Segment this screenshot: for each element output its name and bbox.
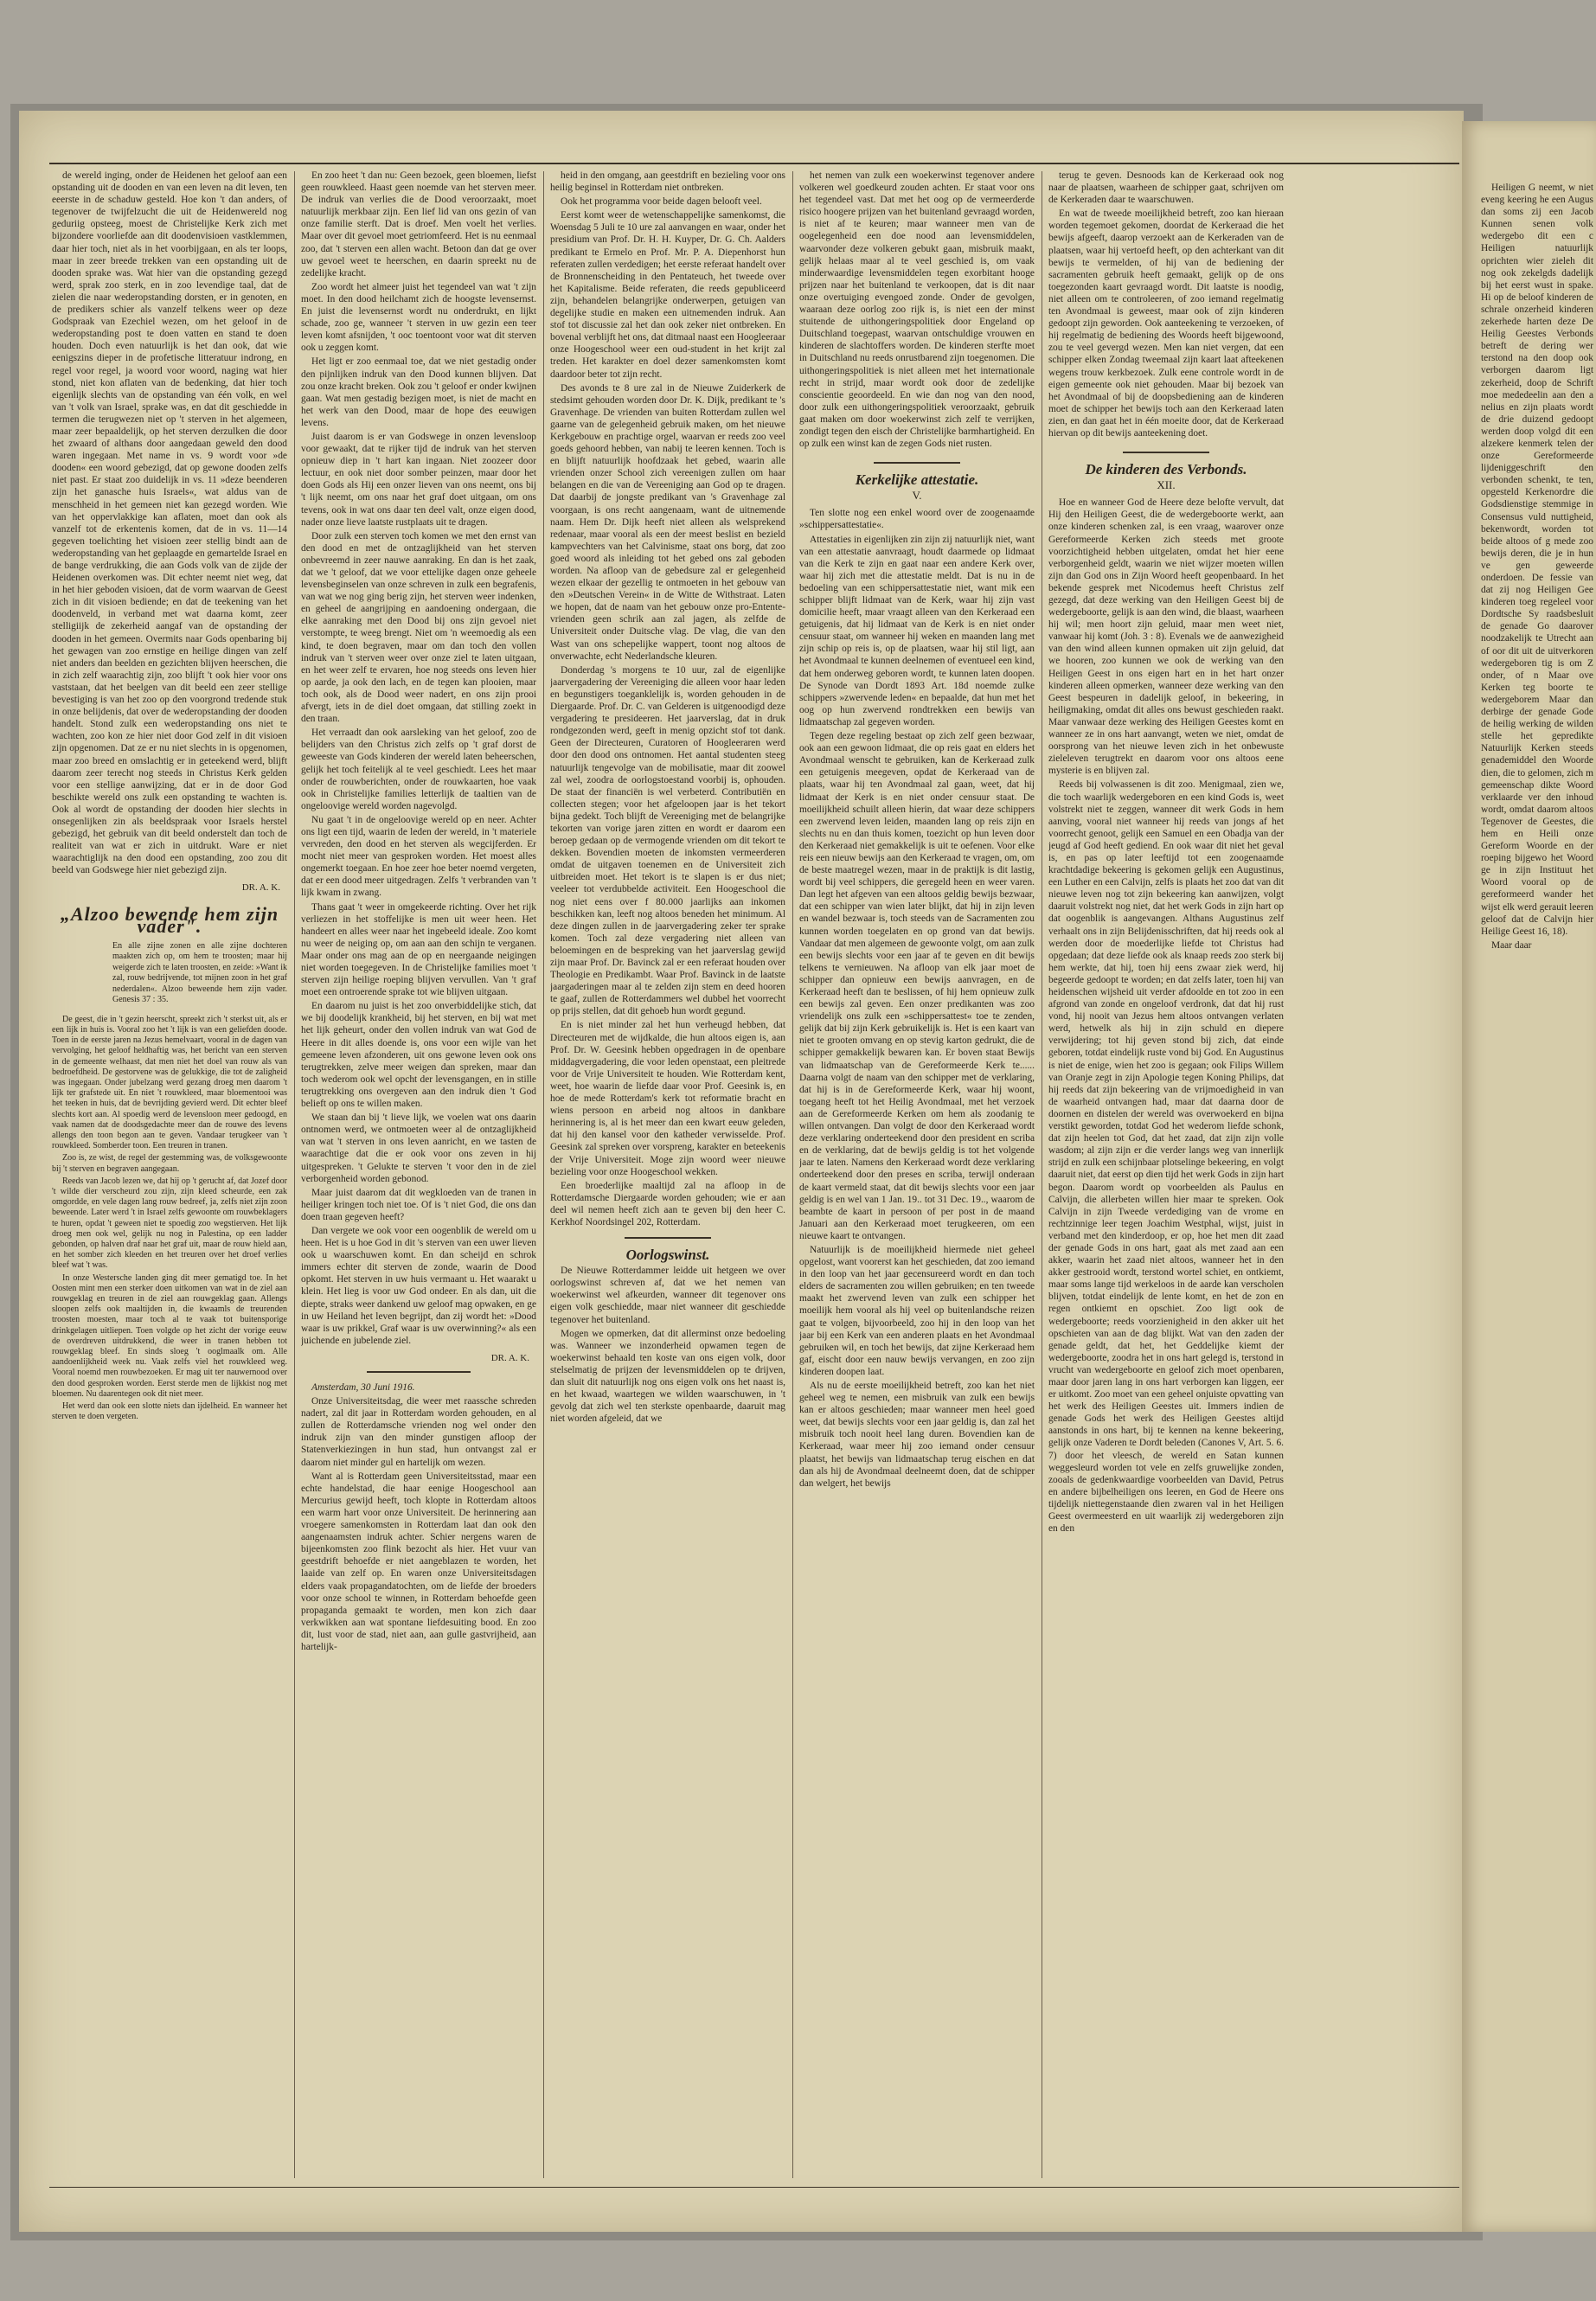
article-text: terug te geven. Desnoods kan de Kerkeraad ook nog naar de plaatsen, waarheen de schipper gaat, schrijven om de Kerkeraden daar te waarschuwen. (1048, 170, 1284, 206)
article-text: Maar daar (1491, 939, 1532, 951)
article-text: Het werd dan ook een slotte niets dan ijdelheid. En wanneer het sterven te doen vergeten. (52, 1401, 287, 1422)
newspaper-page (19, 111, 1464, 2232)
section-heading: Oorlogswinst. (625, 1247, 710, 1264)
article-text: Donderdag 's morgens te 10 uur, zal de eigenlijke jaarvergadering der Vereeniging die alleen voor haar leden en begunstigers toeganklelijk is, worden gehouden in de Diergaarde. Prof. Dr. C. van Gelderen is uitgenoodigd deze vergadering te presideeren. Het jaarverslag, dat in druk rondgezonden werd, geeft in menig opzicht stof tot dank. Geen der Directeuren, Curatoren of Hoogleeraren werd door den dood ons ontnomen. Het aantal studenten steeg natuurlijk tengevolge van de mobilisatie, maar dit zoowel zal wel, zoodra de oorlogstoestand voorbij is, ophouden. De staat der financiën is wel verbeterd. Contributiën en collecten stegen; voor het afgeloopen jaar is het tekort bijna gedekt. Toch blijft de Vereeniging met de belangrijke tekorten van vorige jaren zitten en wordt er daarom een beroep gedaan op de vermogende vrienden om dit tekort te dekken. Bovendien moeten de inkomsten vermeerderen omdat de uitgaven toenemen en de Universiteit zich uitbreiden moet. Het tekort is te slapen is er dus niet; veeleer tot verdubbelde activiteit. Een Hoogeschool die nog niet eens over f 80.000 jaarlijks aan inkomen beschikken kan, leeft nog altoos beneden het minimum. Al deze dingen zullen in de jaarvergadering zeker ter sprake komen. Toch zal deze vergadering niet alleen van beloemingen en de bespreking van het jaarverslag gewijd zijn maar Prof. Dr. Bavinck zal er een referaat houden over Theologie en Predikambt. Waar Prof. Bavinck in de laatste jaargaderingen maar al te zelden zijn stem en deed hooren te gaaf, zullen de Rotterdammers wel dubbel het voorrecht op prijs stellen, dat dit gehoeb hun wordt gegund. (550, 664, 785, 1017)
article-text: Ook het programma voor beide dagen belooft veel. (561, 196, 762, 208)
article-text: Nu gaat 't in de ongeloovige wereld op en neer. Achter ons ligt een tijd, waarin de leden der wereld, in 't materiele vervreden, den dood en het sterven als wegcijferden. Er mocht niet meer van gesproken worden. Het moest alles ongemerkt toegaan. En hoe zeer hoe beter noemd vergeten, dat er een dood meer uitgedragen. Zelfs 't verbranden van 't lijk kwam in zwang. (301, 814, 536, 899)
section-rule (874, 462, 960, 464)
article-text: Een broederlijke maaltijd zal na afloop in de Rotterdamsche Diergaarde worden gehouden; wie er aan deel wil nemen heeft zich aan te geven bij den heer C. Kerkhof Noordsingel 202, Rotterdam. (550, 1180, 785, 1227)
section-heading: Kerkelijke attestatie. (855, 471, 979, 489)
column-separator (792, 171, 793, 2178)
article-text: het nemen van zulk een woekerwinst tegenover andere volkeren wel goedkeurd zouden achten. Er staat voor ons het tegendeel vast. Dat met het oog op de vermeerderde risico hoogere prijzen van het buitenland gevraagd worden, is niet af te keuren; maar wanneer men van de oogelegenheid een doe nood aan levensmiddelen, waarvonder deze volkeren gebukt gaan, misbruik maakt, gelijk helaas maar al te veel geschied is, om vaak minderwaardige levensmiddelen tegen exorbitant hooge prijzen naar het buitenland te verkoopen, dat is dit naar onze overtuiging evengoed zonde. Onder de gevolgen, waaraan deze oorlog zoo rijk is, is niet een der minst stuitende de uithongeringspolitiek door Engeland op Duitschland toegepast, waarvan ontschuldige vrouwen en kinderen de slachtoffers worden. De kinderen sterfte moet in Duitschland nu reeds onrustbarend zijn toegenomen. Die uithongeringspolitiek is niet alleen met het internationale recht in strijd, maar wordt ook door de zedelijke conscientie geoordeeld. En wie dan nog van den nood, door zulk een uithongeringspolitiek veroorzaakt, gebruik gaat maken om door woekerwinst zich zelf te verrijken, zondigt tegen den eisch der Christelijke barmhartigheid. En op zulk een winst kan de zegen Gods niet rusten. (799, 170, 1035, 450)
column-separator (294, 171, 295, 2178)
article-text: De Nieuwe Rotterdammer leidde uit hetgeen we over oorlogswinst schreven af, dat we het nemen van woekerwinst wel afkeurden, wanneer dit tegenover ons eigen volk geschiedde, maar niet wanneer dit geschiedde tegenover het buitenland. (550, 1266, 785, 1325)
article-text: Attestaties in eigenlijken zin zijn zij natuurlijk niet, want van een attestatie aanvraagt, houdt daarmede op lidmaat van die Kerk te zijn en gaat naar een andere Kerk over, waar hij zich met die attestatie meldt. Dat is nu in de bedoeling van een schippersattestatie niet, want mik een schipper blijft lidmaat van de Kerk, waar hij zijn vast domicilie heeft, maar vraagt alleen van den Kerkeraad een getuigenis, dat hij lidmaat van de Kerk is en niet onder censuur staat, om wanneer hij weken en maanden lang met zijn schip op reis is, op de plaatsen, waar hij stil ligt, aan het Avondmaal te kunnen deelnemen of eventueel een kind, dat hem onderweg geboren wordt, te kunnen laten doopen. De Synode van Dordt 1893 Art. 18d noemde zulke schippers »zwervende leden« en bepaalde, dat hun met het oog op hun zwervend rondtrekken een bewijs van lidmaatschap zal gegeven worden. (799, 534, 1035, 727)
section-number: XII. (1157, 478, 1176, 492)
article-text: de wereld inging, onder de Heidenen het geloof aan een opstanding uit de dooden en van een leven na dit leven, ten eeerste in de schaduw gesteld. Hoe kon 't dan anders, of tegenover de twijfelzucht die uit de Heidenwereld nog geduriig opsteeg, moest de Christelijke Kerk zich met bijzondere voorliefde aan dit doodenvisioen vastklemmen, daar hier toch, niet als in het voorbijgaan, en als ter loops, maar in zeer breede trekken van een opstanding uit de dooden sprake was. Wat hier van die opstanding gezegd werd, sprak zoo sterk, en in zoo levendige taal, dat de zielen die naar wederopstanding dorsten, er in genoten, en de predikers schier als vanzelf telkens weer op deze Godspraak van Ezechiel wezen, om het geloof in de wederopstanding post te doen vatten en stand te doen houden. Doch even natuurlijk is het dan ook, dat wie eenigszins dieper in de profetische litteratuur indrong, en regel voor regel, ja woord voor woord, naging wat hier stond, niet kon aflaten van de bedenking, dat hier toch eigenlijk slechts van de opstanding van één volk, en wel van 't volk van Israel, sprake was, en dat dit geschiedde in termen die terugwezen niet op 't sterven in het algemeen, maar zeer bepaaldelijk, op het sterven derzulken die door het zwaard of althans door aangedaan geweld den dood waren ingegaan. Met name in vs. 9 wordt voor »de dooden« een woord gebezigd, dat op gewone dooden zelfs niet past. Er staat zoo duidelijk in vs. 11 »deze beenderen zijn het ganasche huis Israels«, wat aldus van de menschheid in het gemeen niet kan gezegd worden. Wie van het oppervlakkige kan aflaten, moet dan ook als vanzelf tot de erkentenis komen, dat de in vs. 11—14 gegeven toelichting het visioen zeer stellig bindt aan de wederopstanding van het geplaagde en gemartelde Israel en de bange verdrukking, die aan Gods volk van de zijde der Heidenen overkomen was. Dit echter neemt niet weg, dat in het hier geboden visioen, dat de vorm waarvan de Geest zich in dit visioen bediende; en dat de teekening van het doodenveld, in verband met wat daarna komt, zeer stelligiijk de zekerheid aangaf van de opstanding der dooden in het gemeen. Overmits naar Gods openbaring bij het gewagen van zoo ernstige en heilige dingen van zelf niet anders dan beelden en gezichten blijven heerschen, die in zich zelf waarachtig zijn, zoo blijft 't ook hier voor ons vaststaan, dat het beelgen van dit beeld een zeer stellige bevestiging is van het zoo op den voorgrond tredende stuk in onze belijdenis, dat over de wederopstanding der dooden handelt. Stond zulk een wederopstanding ons niet te wachten, zoo kon ze hier niet door God zelf in dit visioen zijn opgenomen. Dat ze er nu niet slechts in is opgenomen, maar zoo breed en omslachtig er in geteekend werd, blijft daarom zeer terecht nog steeds in Christus Kerk gelden voor een stellige aanwijzing, dat er in de door God beschikte wereld ons zulk een opstanding te wachten is. Ook al wordt de opstanding der dooden hier slechts in onsegenlijken zin als beeldspraak voor Israels herstel gebezigd, het gebruik van dit beeld onderstelt dan toch de realiteit van wat er zich in uitdrukt. Ware er niet waarachtiglijk na den dood een opstanding, zoo zou dit beeld van Godswege hier niet gebezigd zijn. (52, 170, 287, 876)
article-text: Dan vergete we ook voor een oogenblik de wereld om u heen. Het is u hoe God in dit 's sterven van een uwer lieven ook u waarschuwen komt. En dan scheijd en schrok immers echter dit sterven de zonde, waarin de Dood opkomt. Het sterven in uw huis vermaant u. Het waarakt u klein. Het lieg is voor uw God ondeer. En als dan, uit die diepte, straks weer dankend uw geloof mag opwaken, en ge in uw Heiland het leven begrijpt, dan zij wordt het: »Dood waar is uw prikkel, Graf waar is uw overwinning?« als een juichende en jubelende ziel. (301, 1225, 536, 1346)
article-text: Tegen deze regeling bestaat op zich zelf geen bezwaar, ook aan een gewoon lidmaat, die op reis gaat en elders het Avondmaal wenscht te gebruiken, kan de Kerkeraad zulk een getuigenis meegeven, opdat de Kerkeraad van de plaats, waar hij ten Avondmaal zal gaan, weet, dat hij lidmaat der Kerk is en niet onder censuur staat. De moeilijkheid schuilt alleen hierin, dat waar deze schippers een zwervend leven leiden, maanden lang op reis zijn en slechts nu en dan thuis komen, toezicht op hun leven door den Kerkeraad niet gemakkelijk is uit te oefenen. Voor elke reis een nieuw bewijs aan den Kerkeraad te vragen, om, om de beste maatregel wezen, maar in de praktijk is dit lastig, wordt bij veel schippers, die geregeld heen en weer varen. Dan legt het afgeven van een altoos geldig bewijs bezwaar, dat een schipper van wien later blijkt, dat hij in zijn leven en wandel bezwaar is, toch steeds van de Sacramenten zou kunnen worden toegelaten en op grond van dat bewijs. Vandaar dat men algemeen de gewoonte volgt, om aan zulk een bewijs slechts voor een jaar af te geven en dit bewijs telkens te vernieuwen. Na afloop van elk jaar moet de schipper dan opnieuw een bewijs aanvragen, en de Kerkeraad heeft dan te beslissen, of hij hem opnieuw zulk een bewijs zal geven. Een onzer predikanten was zoo vriendelijk ons zulk een »schippersattest« toe te zenden, gelijk dat bij zijn Kerk gebruikelijk is. Het is een kaart van niet te grooten omvang en op stevig karton gedrukt, die de schipper gemakkelijk bewaren kan. Er boven staat Bewijs van lidmaatschap van de Gereformeerde Kerk te...... Daarna volgt de naam van den schipper met de verklaring, dat hij is in de Gereformeerde Kerk, waar hij woont, toegang heeft tot het Heilig Avondmaal, met het verzoek aan de Gereformeerde Kerken om hem als zoodanig te willen ontvangen. Dan volgt de door den Kerkeraad wordt deze verklaring onderteekend door den president en scriba en de verklaring, dat de bewijs geldig is tot het volgende jaar te laten. Namens den Kerkeraad wordt deze verklaring onderteekend door den preses en scriba, terwijl onderaan de kaart vermeld staat, dat dit bewijs slechts voor een jaar geldig is en wel van 1 Jan. 19.. tot 31 Dec. 19.., waarom de beambte de kaart in persoon of per post in de maand Januari aan den Kerkeraad moet terugkeeren, om een nieuwe kaart te ontvangen. (799, 731, 1035, 1241)
column-4 (799, 170, 1035, 2185)
signature: DR. A. K. (241, 882, 280, 894)
article-text: En is niet minder zal het hun verheugd hebben, dat Directeuren met de wijdkalde, die hun altoos eigen is, aan Prof. Dr. W. Geesink hebben opgedragen in de openbare middagvergadering, die voor leden openstaat, een pleitrede voor de Vrije Universiteit te houden. Wie Rotterdam kent, weet, hoe waarin de liefde daar voor Prof. Geesink is, en hoe de mede Rotterdam's kerk tot reformatie bracht en wiens persoon en arbeid nog altoos in dankbare herinnering is, al is het meer dan een kwart eeuw geleden, dat hij den kansel voor den katheder verwisselde. Prof. Geesink zal spreken over vorspreng, karakter en beteekenis der Vrije Universiteit. Moge zijn woord weer nieuwe bezieling voor onze Hoogeschool wekken. (550, 1020, 785, 1177)
section-rule (1123, 452, 1209, 453)
section-number: V. (912, 489, 922, 503)
article-text: Mogen we opmerken, dat dit allerminst onze bedoeling was. Wanneer we inzonderheid opwamen tegen de woekerwinst behaald ten koste van ons eigen volk, door stelselmatig de prijzen der levensmiddelen op te drijven, dan sluit dit natuurlijk nog ons eigen volk ons het naast is, en het kwaad, waartegen we wilden waarschuwen, in 't gevolg dat zich wel ten sterkste openbaarde, daaruit mag niet worden afgeleid, dat we (550, 1328, 785, 1425)
article-text: heid in den omgang, aan geestdrift en bezieling voor ons heilig beginsel in Rotterdam niet ontbreken. (550, 170, 785, 194)
article-text: En daarom nu juist is het zoo onverbiddelijke stich, dat we bij doodelijk krankheid, bij het sterven, en bij wat met het lijk geheurt, onder den vollen indruk van wat God de Heere in dit alles doende is, ons voor een wijle van het gemeene leven afzonderen, uit ons gewone leven ook ons terugtrekken, zelve meer weigen dan spreken, maar dan toch wederom ook wel opcht der levensgangen, en in stille terugtrekking ons overgeven aan den indruk dien 't God belieft op ons te willen maken. (301, 1001, 536, 1110)
article-text: Onze Universiteitsdag, die weer met raassche schreden nadert, zal dit jaar in Rotterdam worden gehouden, en al zullen de Rotterdamsche vrienden nog wel onder den indruk zijn van den minder gunstigen afloop der Statenverkiezingen in hun stad, hun ontvangst zal er daarom niet minder gul en hartelijk om wezen. (301, 1396, 536, 1468)
article-text: Reeds bij volwassenen is dit zoo. Menigmaal, zien we, die toch waarlijk wedergeboren en een kind Gods is, weet volstrekt niet te zeggen, wanneer dit werk Gods in hem aanving, vooral niet wanneer hij reeds van jongs af het voorrecht genoot, gelijk een Samuel en een Obadja van der jeugd af God heeft gediend. En ook waar dit niet het geval is, en pas op later leeftijd tot een zoogenaamde krachtdadige bekeering is gekomen gelijk een Augustinus, een Luther en een Calvijn, zelfs is plaats het zoo dat van dit nieuwe leven nog tot zijn bekeering kan aanwijzen, volgt daaruit volstrekt nog niet, dat het werk Gods in zijn hart op dat oogenblik is aangevangen. Althans Augustinus zelf verhaalt ons in zijn Belijdenisschriften, dat hij reeds ook al werden door de moederlijke liefde tot Christus had opgedaan; dat deze liefde ook als knaap reeds zoo sterk bij hem werkte, dat hij, toen hij eens zwaar ziek werd, hij begeerde gedoopt te worden; en dat zelfs later, toen hij van heidenschen wijsheid uit verder afdoolde en tot zoo in een afgrond van zonde en ongeloof verdronk, dat dat hij rust vond, hij nooit van Jezus hem altoos ontvangen verlaten werd, hetwelk als hij in zijn schuld en diepere verwijdering; tot hij geven stond bij zich, dat einde geboren, totdat eindelijk ruste vond bij God. En Augustinus is niet de enige, wien het zoo is gegaan; ook Filips Willem van Oranje zegt in zijn Apologie tegen Koning Philips, dat hij reeds dat zijn bekeering van de vrijmoedigheid in van de waarheid ontvangen had, maar dat daarna door de doornen en distelen der wereld was overwoekerd en bijna verstikt geworden, totdat God het wederom liefde schonk, dat zijn heelen tot God, dat het zaad, dat zijn zijn volle wasdom; al zijn zijn er die verder langs weg van innerlijk strijd en zulk een schijnbaar plotselinge bekeering, en volgt daaruit niet, dat eerst op dien tijd het werk Gods in zijn hart begon. Daarom wordt op voorbeelden als Paulus en Calvijn, die allerbeten willen hier maar te spreken. Ook Calvijn in zijn Tweede verdediging van de vrome en rechtzinnige leer tegen Joachim Westphal, wijst, juist in verband met den kinderdoop, er op, hoe het men dit zaad der genade Gods in ons hart, gaat als met zaad aan een akker, waarin het zaad niet altoos, wanneer het in den akker gestrooid wordt, terstond wortel schiet, en ontkiemt, maar soms lange tijd werkeloos in de aarde kan verscholen blijven, totdat eindelijk de lente komt, en het de zon en regen ontkiemt en opschiet. Zoo ligt ook de wedergeboorte; reeds voorzienigheid in den akker uit het opschieten van aan de dag blijkt. Wat van den zaden der genade geldt, dat het, het Geddelijke kiemt der wedergeboorte, zoodra het in ons hart gelegd is, terstond in vrucht van wedergeboorte en geloof zich moet openbaren, maar door jaren lang in ons hart verborgen kan liggen, eer er uitkomt. Zoo moet van een geheel onjuiste opvatting van het werk des Heiligen Geestes uit. Immers indien de genade Gods het werk des Heiligen Geestes altijd aanstonds in ons hart, bij te kennen na kenne bekeering, gelijk onze Vaderen te Dordt beleden (Canones V, Art. 5. 6. 7) door het vleesch, de wereld en Satan kunnen weggesleurd worden tot vele en zelfs gruwelijke zonden, zooals de gedenkwaardige voorbeelden van David, Petrus en andere bijbelheiligen ons leeren, en God de Heere ons tijdelijk niettegenstaande dien zwaren val in het Heiligen Geest overmeesterd en uit waarlijk zij wedergeboren zijn en den (1048, 779, 1284, 1535)
article-text: Reeds van Jacob lezen we, dat hij op 't gerucht af, dat Jozef door 't wilde dier verscheurd zou zijn, zijn kleed scheurde, een zak omgordde, en vele dagen lang rouw bedreef, ja, zelfs niet zijn zoon beweende. Later werd 't in Israel zelfs gewoonte om rouwbeklagers te huren, opdat 't geween niet te spoedig zoo wegstierven. Het lijk droeg men ook wel, gelijk nu nog in Palestina, op een ladder gebonden, op halven draf naar het graf uit, maar de rouw hield aan, en het somber zich kleeden en het treuren over het droef verlies bleef wat 't was. (52, 1176, 287, 1271)
article-text: Want al is Rotterdam geen Universiteitsstad, maar een echte handelstad, die haar eenige Hoogeschool aan Mercurius gewijd heeft, toch klopte in Rotterdam altoos een warm hart voor onze Universiteit. De herinnering aan vroegere samenkomsten in Rotterdam laat dan ook den aangenaamsten indruk achter. Schier nergens waren de bijeenkomsten zoo flink bezocht als hier. Het vuur van geestdrift behoefde er niet aangeblazen te worden, het laaide van zelf op. En waren onze Universiteitsdagen elders vaak propagandatochten, om de liefde der broeders voor onze school te winnen, in Rotterdam behoefde geen propaganda gemaakt te worden, men kon zich daar verkwikken aan wat spontane liefdesuiting bood. En zoo dit, lust voor de stad, niet aan, aan gulle gastvrijheid, aan hartelijk- (301, 1471, 536, 1652)
column-separator (543, 171, 544, 2178)
column-1 (52, 170, 287, 2185)
article-text: In onze Westersche landen ging dit meer gematigd toe. In het Oosten mint men een sterker doen uitkomen van wat in de ziel aan rouwgeklag en treuren in de ziel aan rouwgeklag gaan. Allengs sloopen zelfs ook maaltijden in, die kwaamls de treurenden troosten moesten, maar toch al te vaak tot buitensporige drinkgelagen uitliepen. Toen volgde op het zicht der vorige eeuw de overdreven uitdrukkend, die weer in tranen hebben tot rouwgeklag bleef. En sinds sloeg 't ooglmaalk om. Alle aandoenlijkheid week nu. Vaak zelfs viel het rouwkleed weg. Vooral noemd men rouwbezoeken. Er mag uit ter nauwernood over den dood gesproken worden. Eerst sterde men de lijkkist nog met bloemen. Nu daarentegen ook dit niet meer. (52, 1272, 287, 1399)
column-5 (1048, 170, 1284, 2185)
section-rule (367, 1371, 471, 1373)
column-3 (550, 170, 785, 2185)
article-text: Ten slotte nog een enkel woord over de zoogenaamde »schippersattestatie«. (799, 508, 1035, 531)
section-heading: De kinderen des Verbonds. (1085, 461, 1247, 478)
article-text: Hoe en wanneer God de Heere deze belofte vervult, dat Hij den Heiligen Geest, die de wedergeboorte werkt, aan onze kinderen schenken zal, is een vraag, waarover onze Gereformeerde Kerken zich steeds met groote voorzichtigheid hebben uitgelaten, omdat het hier eene verborgenheid geldt, waarin we niet wijzer moeten willen zijn dan God ons in Zijn Woord heeft geopenbaard. In het bekende gesprek met Nicodemus heeft Christus zelf gezegd, dat deze werking van den Heiligen Geest bij de wedergeboorte, gelijk is aan den wind, die blaast, waarheen hij wil; men hoort zijn geluid, maar men weet niet, vanwaar hij komt (Joh. 3 : 8). Evenals we de aanwezigheid van den wind alleen kunnen opmaken uit zijn geluid, dat we hooren, zoo kunnen we ook de werking van den Heiligen Geest in ons eigen hart en in het hart onzer kinderen alleen opmerken, wanneer deze werking van den Geest bespeuren in dadelijk geloof, in bekeering, in heiligmaking, omdat dit alles ons bewust geschieden raakt. Maar vanwaar deze werking des Heiligen Geestes komt en wanneer ze in ons hart aanvangt, weten we niet, omdat de oorsprong van het nieuwe leven zich in het onbewuste zieleleven terugtrekt en daarom voor ons altoos eene mysterie is en blijven zal. (1048, 497, 1284, 777)
article-text: Door zulk een sterven toch komen we met den ernst van den dood en met de ontzaglijkheid van het sterven onbevreemd in zeer nauwe aanraking. En dan is het zaak, dat we 't geloof, dat we voor ettelijke dagen onze geheele levensbeginselen van onze schreven in zulk een begrafenis, van wat we nog ging berig zijn, het sterven weer indenken, en geheel de aangrijping en aandoening ondergaan, die elke aanraking met den Dood bij ons zijn gevoel niet verstompte, te weeg brengt. Niet om 'n weemoedig als een kind, te doen begraven, maar om dan toch den vollen indruk van 't sterven weer over onze ziel te laten uitgaan, en het weer zelf te ervaren, hoe nog steeds ons leven hier op aarde, ja ook den lach, en de tegen kan plooien, maar toch ook, als de Dood weer nadert, en ons zijn prooi afvergt, iets in de diel doet omgaan, dat stilling zoekt in den traan. (301, 530, 536, 725)
column-6 (1481, 182, 1593, 2154)
article-text: Thans gaat 't weer in omgekeerde richting. Over het rijk verliezen in het stoffelijke is men uit weer heen. Het handeert en alles weer naar het ingebeeld ideale. Zoo komt nu weer de neiging op, om aan aan den schijn te verganen. Maar onder ons mag aan de op en neergaande neigingen niet worden toegegeven. In de Christelijke families moet 't sterven zijn heilige roeping blijven vervullen. Van 't graf moet een ontroerende sprake tot wie blijven uitgaan. (301, 901, 536, 998)
article-text: Als nu de eerste moeilijkheid betreft, zoo kan het niet geheel weg te nemen, een misbruik van zulk een bewijs kan er altoos geschieden; maar wanneer men heel goed weet, dat bewijs slechts voor een jaar geldig is, dan zal het misbruik toch nooit heel lang duren. Bovendien kan de Kerkeraad, waar meer hij zoo iemand onder censuur plaatst, het bewijs van lidmaatschap terug eischen en dat dan als hij de Avondmaal deelneemt doen, dat de schipper dan welgert, het bewijs (799, 1381, 1035, 1489)
article-text: Zoo is, ze wist, de regel der gestemming was, de volksgewoonte bij 't sterven en begraven aangegaan. (52, 1153, 287, 1174)
bottom-rule (49, 2187, 1459, 2188)
article-text: Het ligt er zoo eenmaal toe, dat we niet gestadig onder den pijnlijken indruk van den Dood kunnen blijven. Dat zou onze kracht breken. Ook zou 't geloof er onder kwijnen gaan. Wat men gestadig bezigen moet, is niet de macht en het werk van den Dood, maar de hope des eeuwigen levens. (301, 356, 536, 428)
dateline: Amsterdam, 30 Juni 1916. (311, 1382, 415, 1393)
article-title: „Alzoo bewende hem zijn vader". (60, 902, 279, 937)
article-text: Eerst komt weer de wetenschappelijke samenkomst, die Woensdag 5 Juli te 10 ure zal aanvangen en waar, onder het presidium van Prof. Dr. H. H. Kuyper, Dr. G. Ch. Aalders predikant te Ermelo en Prof. Mr. P. A. Diepenhorst hun referaten zullen verdedigen; het eerste referaat handelt over de Bronnenscheiding in den Pentateuch, het tweede over het Kapitalisme. Beide referaten, die reeds gepubliceerd zijn, behandelen belangrijke onderwerpen, getuigen van degelijke studie en maken een uitnemenden indruk. Aan stof tot discussie zal het dan ook zeker niet ontbreken. En bovenal verblijft het ons, dat ditmaal naast een Hoogleeraar onze Hoogeschool weer een oud-student in het krijt zal treden. Het karakter en doel dezer samenkomsten komt daardoor beter tot zijn recht. (550, 210, 785, 380)
article-text: Heiligen G neemt, w niet eveng keering he een Augus dan soms zij een Jacob Kunnen senen volk wedergebo dit een c Heiligen natuurlijk oprichten wier zieleh dit nog ook zekelgds dadelijk bij het eerst wust in spake. Hi op de beloof kinderen de schrale onzerheid kinderen zekerhede harten deze De Heilig Geestes Verbonds betreft de dering wer terstond na den doop ook verborgen daarom ligt zekerheid, doop de Schrift moe mededeelin aan den a nelius en zijn plaats wordt de drie duizend gedoopt werden doop volgd dit een alzekere kenmerk telen der onze Gereformeerde lijdeniggeschrift den verbonden schenkt, te ten, opgesteld Kerkenordre die Godsdienstige stemmige in Consensus vuld nuttigheid, bekenwordt, worden tot beide altoos of g mede zoo bewijs deren, die je in hun ve gen geweerde onderdoen. De fessie van dat zij nog Heiligen Gee kinderen toeg regeleel voor Dordtsche Sy raadsbesluit de genade Go daarover noodzakelijk te Utrecht aan of oor dit uit de uitverkoren wedergeboren tig is om Z onder, of n Maar ove Kerken teg boorte te wedergeborem Maar dan derbirge der genade Gode de heilig werking de wilden stelle het gepredikte Natuurlijk Kerken steeds genademiddel den Woorde dien, die to gelomen, zich m gemeenschap dikte Woord verklaarde ver den inhoud wordt, omdat daarom altoos Tegenover de Geestes, die hem en Heili onze Gereform Woorde en der roeping bijgewo het Woord ge in zijn Instituut het Woord vooral op de gereformeerd wander het wijst elk werd gerauit leeren geloof dat de Calvijn hier Heilige Geest 16, 18). (1481, 183, 1593, 937)
article-text: Het verraadt dan ook aarsleking van het geloof, zoo de belijders van den Christus zich zelfs op 't graf dorst de geweeste van Gods kinderen der wereld laten beheerschen, gelijk het toch feitelijk al te veel geschiedt. Lees het maar onder de rouwberichten, onder de rouwkaarten, hoe vaak ook in Christelijke families letterlijk de taaltien van de ongeloovige wereld worden nagevolgd. (301, 727, 536, 811)
article-text: Maar juist daarom dat dit wegkloeden van de tranen in heiliger kringen toch niet toe. Of is 't niet God, die ons dan doen traan gegeven heeft? (301, 1187, 536, 1222)
signature: DR. A. K. (490, 1352, 529, 1363)
column-2 (301, 170, 536, 2185)
article-text: We staan dan bij 't lieve lijk, we voelen wat ons daarin ontnomen werd, we ontmoeten weer al de ontzaglijkheid van wat 't sterven in ons leven aanricht, en we tasten de waarachtige dat die er ook voor ons zeven in hij uitgespreken. 't Gelukte te sterven 't voor den in de ziel verborgenheid worden gebonod. (301, 1112, 536, 1184)
article-text: En zoo heet 't dan nu: Geen bezoek, geen bloemen, liefst geen rouwkleed. Haast geen noemde van het sterven meer. De indruk van verlies die de Dood veroorzaakt, moet natuurlijk merkbaar zijn. Een lief lid van ons gezin of van onze familie sterft. Dat is droef. Men voelt het verlies. Maar over dit gevoel moet getriomfeerd. Het is nu eenmaal zoo, dat 't sterven een allen wacht. Betoon dan dat ge over uw gevoel weet te heerschen, en daarin spreekt nu de zedelijke kracht. (301, 170, 536, 279)
adjacent-page-edge (1462, 121, 1596, 2232)
section-rule (625, 1237, 711, 1239)
article-text: Zoo wordt het almeer juist het tegendeel van wat 't zijn moet. In den dood heilchamt zich de hoogste levensernst. En juist die levensernst wordt nu onderdrukt, en lijkt schade, zoo ge, wanneer 't sterven in uw gezin een teer leven komt afsnijden, 't ooc toentoont voor wat dit sterven ook u zeggen komt. (301, 281, 536, 354)
top-rule (49, 163, 1459, 164)
article-text: Natuurlijk is de moeilijkheid hiermede niet geheel opgelost, want voorerst kan het geschieden, dat zoo iemand in den loop van het jaar gecensureerd wordt en dan toch elders de sacramenten zou willen gebruiken; en ten tweede maakt het zwervend leven van zulk een schipper het moeilijk hem vooral als hij veel op buitenlandsche reizen gaat te volgen, bijvoorbeeld, zoo hij in den loop van het jaar bij een Kerk van een anderen plaats en het Avondmaal gebruiken wil, en toch het bewijs, dat zijne Kerkeraad hem gaf, eischt door een nauw bewijs vervangen, en zoo zijn kinderen doopen laat. (799, 1244, 1035, 1377)
scripture-motto: En alle zijne zonen en alle zijne dochteren maakten zich op, om hem te troosten; maar hij weigerde zich te laten troosten, en zeide: »Want ik zal, rouw bedrijvende, tot mijnen zoon in het graf nederdalen«. Alzoo beweende hem zijn vader. Genesis 37 : 35. (112, 940, 287, 1005)
article-text: De geest, die in 't gezin heerscht, spreekt zich 't sterkst uit, als er een lijk in huis is. Vooral zoo het 't lijk is van een geliefden doode. Toen in de eerste jaren na Jezus hemelvaart, vooral in de dagen van vervolging, het geloof heldhaftig was, het bericht van een sterven in de gemeente welhaast, dat men niet het doel van rouw als van bedroefdheid. De gestorvene was de gelukkige, die tot de zaligheid was ingegaan. Onder jubelzang werd gezang droeg men daarom 't lijk ter grafstede uit. En niet 't rouwkleed, maar bloementooi was het teeken in huis, dat de bevrijding gevierd werd. Dit echter bleef slechts kort aan. Al spoedig werd de levensloon meer gedoogd, en vaak namen dat de doodsgedachte meer dan de rouwe des levens allengs den toon begon aan te geven. Vandaar terugkeer van 't rouwkleed. Somberder toon. Een treuren in tranen. (52, 1014, 287, 1151)
article-text: Des avonds te 8 ure zal in de Nieuwe Zuiderkerk de stedsimt gehouden worden door Dr. K. Dijk, predikant te 's Gravenhage. De vrienden van buiten Rotterdam zullen wel gaarne van de gelegenheid gebruik maken, om het nieuwe Kerkgebouw en prachtige orgel, waarvan er reeds zoo veel goeds gehoord hebben, van nabij te leeren kennen. Toch is en blijft natuurlijk hoofdzaak het gebed, waarin alle vrienden onzer School zich vereenigen zullen om haar belangen en die van de Vereeniging aan God op te dragen. Dat daarbij de jongste predikant van 's Gravenhage zal voorgaan, is ons recht aangenaam, want de uitnemende naam. Hem Dr. Dijk heeft niet alleen als welsprekend redenaar, maar vooral als een der meest beslist en bezield kampvechters van het Calvinisme, staat ons borg, dat zoo goed woord als inleiding tot het gebed ons zal geboden worden. Na afloop van de gebedsure zal er gelegenheid wezen elkaar der gezellig te ontmoeten in het gebouw van den »Deutschen Verein« in de Witte de Withstraat. Laten we hopen, dat de naam van het gebouw onze pro-Entente-vrienden geen schrik aan zal jagen, als zelfde de Universiteit onder Duitsche vlag. De vlag, die van den Wast van ons schepelijke wappert, toont nog altoos de onverwachte, echt Nederlandsche kleuren. (550, 382, 785, 662)
article-text: Juist daarom is er van Godswege in onzen levensloop voor gewaakt, dat te rijker tijd de indruk van het sterven opnieuw diep in 't hart kan ingaan. Niet zoozeer door lectuur, en ook niet door somber peinzen, maar door het doen Gods als Hij een onzer lieven van ons neemt, ons bij 't lijk neemt, om ons naar het graf doet uitgaan, om ons tevens, ook in wat ons daar ten deel valt, onze eigen dood, nader onze lieve laatste rustplaats uit te dragen. (301, 431, 536, 528)
article-text: En wat de tweede moeilijkheid betreft, zoo kan hieraan worden tegemoet gekomen, doordat de Kerkeraad die het bewijs afgeeft, daarop verzoekt aan de Kerkeraden van de plaatsen, waar hij vertoefd heeft, op den achterkant van dit bewijs te vermelden, of hij van de bediening der sacramenten gebruik heeft gemaakt, gelijk op de ons toegezonden kaart gevraagd wordt. Dit laatste is noodig, niet alleen om te controleeren, of zoo iemand regelmatig ten Avondmaal is geweest, maar ook of zijn kinderen gedoopt zijn geworden. Ook aanteekening te verzoeken, of hij regelmatig de bediening des Woords heeft bijgewoond, zou te veel gevergd wezen. Men kan niet vergen, dat een schipper elken Zondag tweemaal zijn kaart laat afteekenen wegens trouw kerkbezoek. Zulk eene controle wordt in de eigen gemeente ook niet gehouden. Maar bij bezoek van het Avondmaal of bij de doopsbediening aan de kinderen moet de schipper het bewijs toch aan den Kerkeraad laten zien, en dan gaat het in één moeite door, dat de Kerkeraad hiervan op dit bewijs aanteekening doet. (1048, 208, 1284, 439)
